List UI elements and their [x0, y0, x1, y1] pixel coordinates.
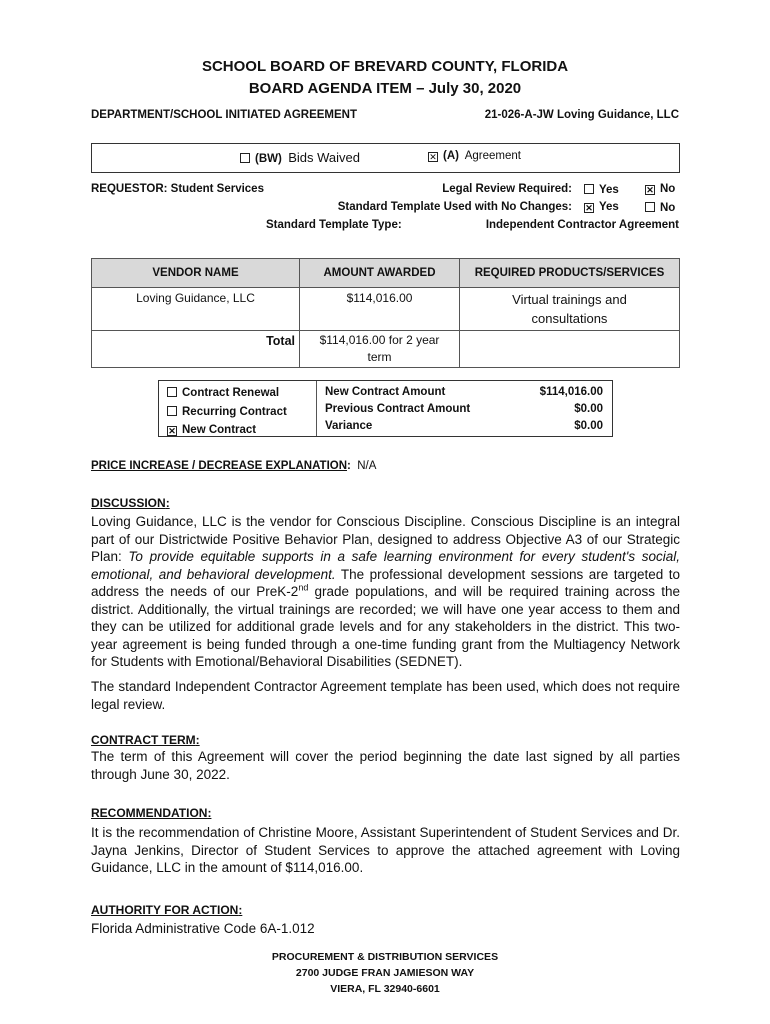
new-contract-amount: $114,016.00 — [539, 386, 603, 398]
authority-text: Florida Administrative Code 6A-1.012 — [91, 921, 315, 936]
new-contract-checkbox[interactable]: ✕ — [168, 426, 176, 436]
template-yes-checkbox[interactable]: ✕ — [585, 203, 593, 213]
previous-contract-amount: $0.00 — [574, 403, 603, 415]
agenda-type-box — [91, 143, 680, 173]
footer-street: 2700 JUDGE FRAN JAMIESON WAY — [295, 967, 475, 979]
department-label: DEPARTMENT/SCHOOL INITIATED AGREEMENT — [91, 109, 357, 121]
recurring-contract-checkbox[interactable] — [167, 406, 177, 416]
footer-city: VIERA, FL 32940-6601 — [330, 983, 440, 995]
contract-term-heading: CONTRACT TERM: — [91, 733, 200, 747]
services-cell: Virtual trainings and consultations — [460, 288, 680, 331]
bids-waived-checkbox[interactable] — [240, 153, 250, 163]
vendor-name-header: VENDOR NAME — [92, 259, 300, 288]
footer-department: PROCUREMENT & DISTRIBUTION SERVICES — [271, 951, 499, 963]
legal-review-no[interactable]: ✕ No — [646, 183, 676, 195]
recurring-contract-option[interactable]: Recurring Contract — [167, 403, 287, 422]
requestor-label: REQUESTOR: Student Services — [91, 183, 264, 195]
contract-term-text: The term of this Agreement will cover the period beginning the date last signed by all parties through June 30, 2022. — [91, 749, 680, 782]
contract-type-list — [167, 384, 287, 440]
contract-renewal-option[interactable]: Contract Renewal — [167, 384, 287, 403]
standard-template-label: Standard Template Used with No Changes: — [337, 201, 572, 213]
discussion-heading: DISCUSSION: — [91, 496, 170, 510]
template-type-label: Standard Template Type: — [266, 219, 402, 231]
vendor-table-header — [92, 259, 680, 288]
total-amount-cell: $114,016.00 for 2 year term — [300, 331, 460, 368]
variance-amount: $0.00 — [574, 420, 603, 432]
price-explanation: PRICE INCREASE / DECREASE EXPLANATION: N/A — [91, 460, 377, 472]
template-no[interactable]: No — [645, 201, 675, 214]
contract-box — [158, 380, 613, 437]
new-contract-amount-label: New Contract Amount — [325, 386, 446, 398]
required-services-header: REQUIRED PRODUCTS/SERVICES — [460, 259, 680, 288]
previous-contract-amount-label: Previous Contract Amount — [325, 403, 471, 415]
footer-address — [0, 949, 770, 997]
total-label-cell: Total — [92, 331, 300, 368]
new-contract-option[interactable]: ✕ New Contract — [168, 424, 257, 436]
contract-amount-values — [540, 384, 603, 435]
agenda-date-title: BOARD AGENDA ITEM – July 30, 2020 — [248, 80, 522, 97]
recommendation-heading: RECOMMENDATION: — [91, 806, 212, 820]
agreement-option[interactable]: ✕ (A) Agreement — [429, 150, 521, 162]
discussion-paragraph-2: The standard Independent Contractor Agreement template has been used, which does not require legal review. — [91, 679, 680, 712]
amount-awarded-header: AMOUNT AWARDED — [300, 259, 460, 288]
vendor-table — [91, 258, 680, 368]
contract-renewal-checkbox[interactable] — [167, 387, 177, 397]
legal-yes-checkbox[interactable] — [584, 184, 594, 194]
agenda-reference: 21-026-A-JW Loving Guidance, LLC — [484, 109, 679, 121]
legal-no-checkbox[interactable]: ✕ — [646, 185, 654, 195]
table-row — [92, 288, 680, 331]
legal-review-label: Legal Review Required: — [442, 183, 572, 195]
template-yes[interactable]: ✕ Yes — [585, 201, 619, 213]
total-empty-cell — [460, 331, 680, 368]
amount-cell: $114,016.00 — [300, 288, 460, 331]
template-type-value: Independent Contractor Agreement — [485, 219, 679, 231]
bids-waived-option[interactable]: (BW) Bids Waived — [240, 150, 360, 165]
contract-amount-labels — [325, 384, 470, 435]
legal-review-yes[interactable]: Yes — [584, 183, 619, 196]
vendor-name-cell: Loving Guidance, LLC — [92, 288, 300, 331]
table-row-total — [92, 331, 680, 368]
discussion-paragraph: Loving Guidance, LLC is the vendor for Conscious Discipline. Conscious Discipline is an integral part of our Districtwide Positive Behavior Plan, designed to address Objective A3 of our Strategic Plan: To provide equitable supports in a safe learning environment for every student's social, emotional, and behavioral development. The professional development sessions are targeted to address the needs of our PreK-2nd grade populations, and will be required training across the district. Additionally, the virtual trainings are recorded; we will have one year access to them and they can be utilized for additional grade levels and for any stakeholders in the district. This two-year agreement is being funded through a one-time funding grant from the Multiagency Network for Students with Emotional/Behavioral Disabilities (SEDNET). — [91, 514, 680, 669]
authority-heading: AUTHORITY FOR ACTION: — [91, 903, 243, 917]
agreement-checkbox[interactable]: ✕ — [429, 152, 437, 162]
variance-label: Variance — [325, 420, 373, 432]
recommendation-text: It is the recommendation of Christine Moore, Assistant Superintendent of Student Services and Dr. Jayna Jenkins, Director of Student Services to approve the attached agreement with Loving Guidance, LLC in the amount of $114,016.00. — [91, 825, 680, 875]
template-no-checkbox[interactable] — [645, 202, 655, 212]
document-title: SCHOOL BOARD OF BREVARD COUNTY, FLORIDA — [201, 58, 569, 75]
